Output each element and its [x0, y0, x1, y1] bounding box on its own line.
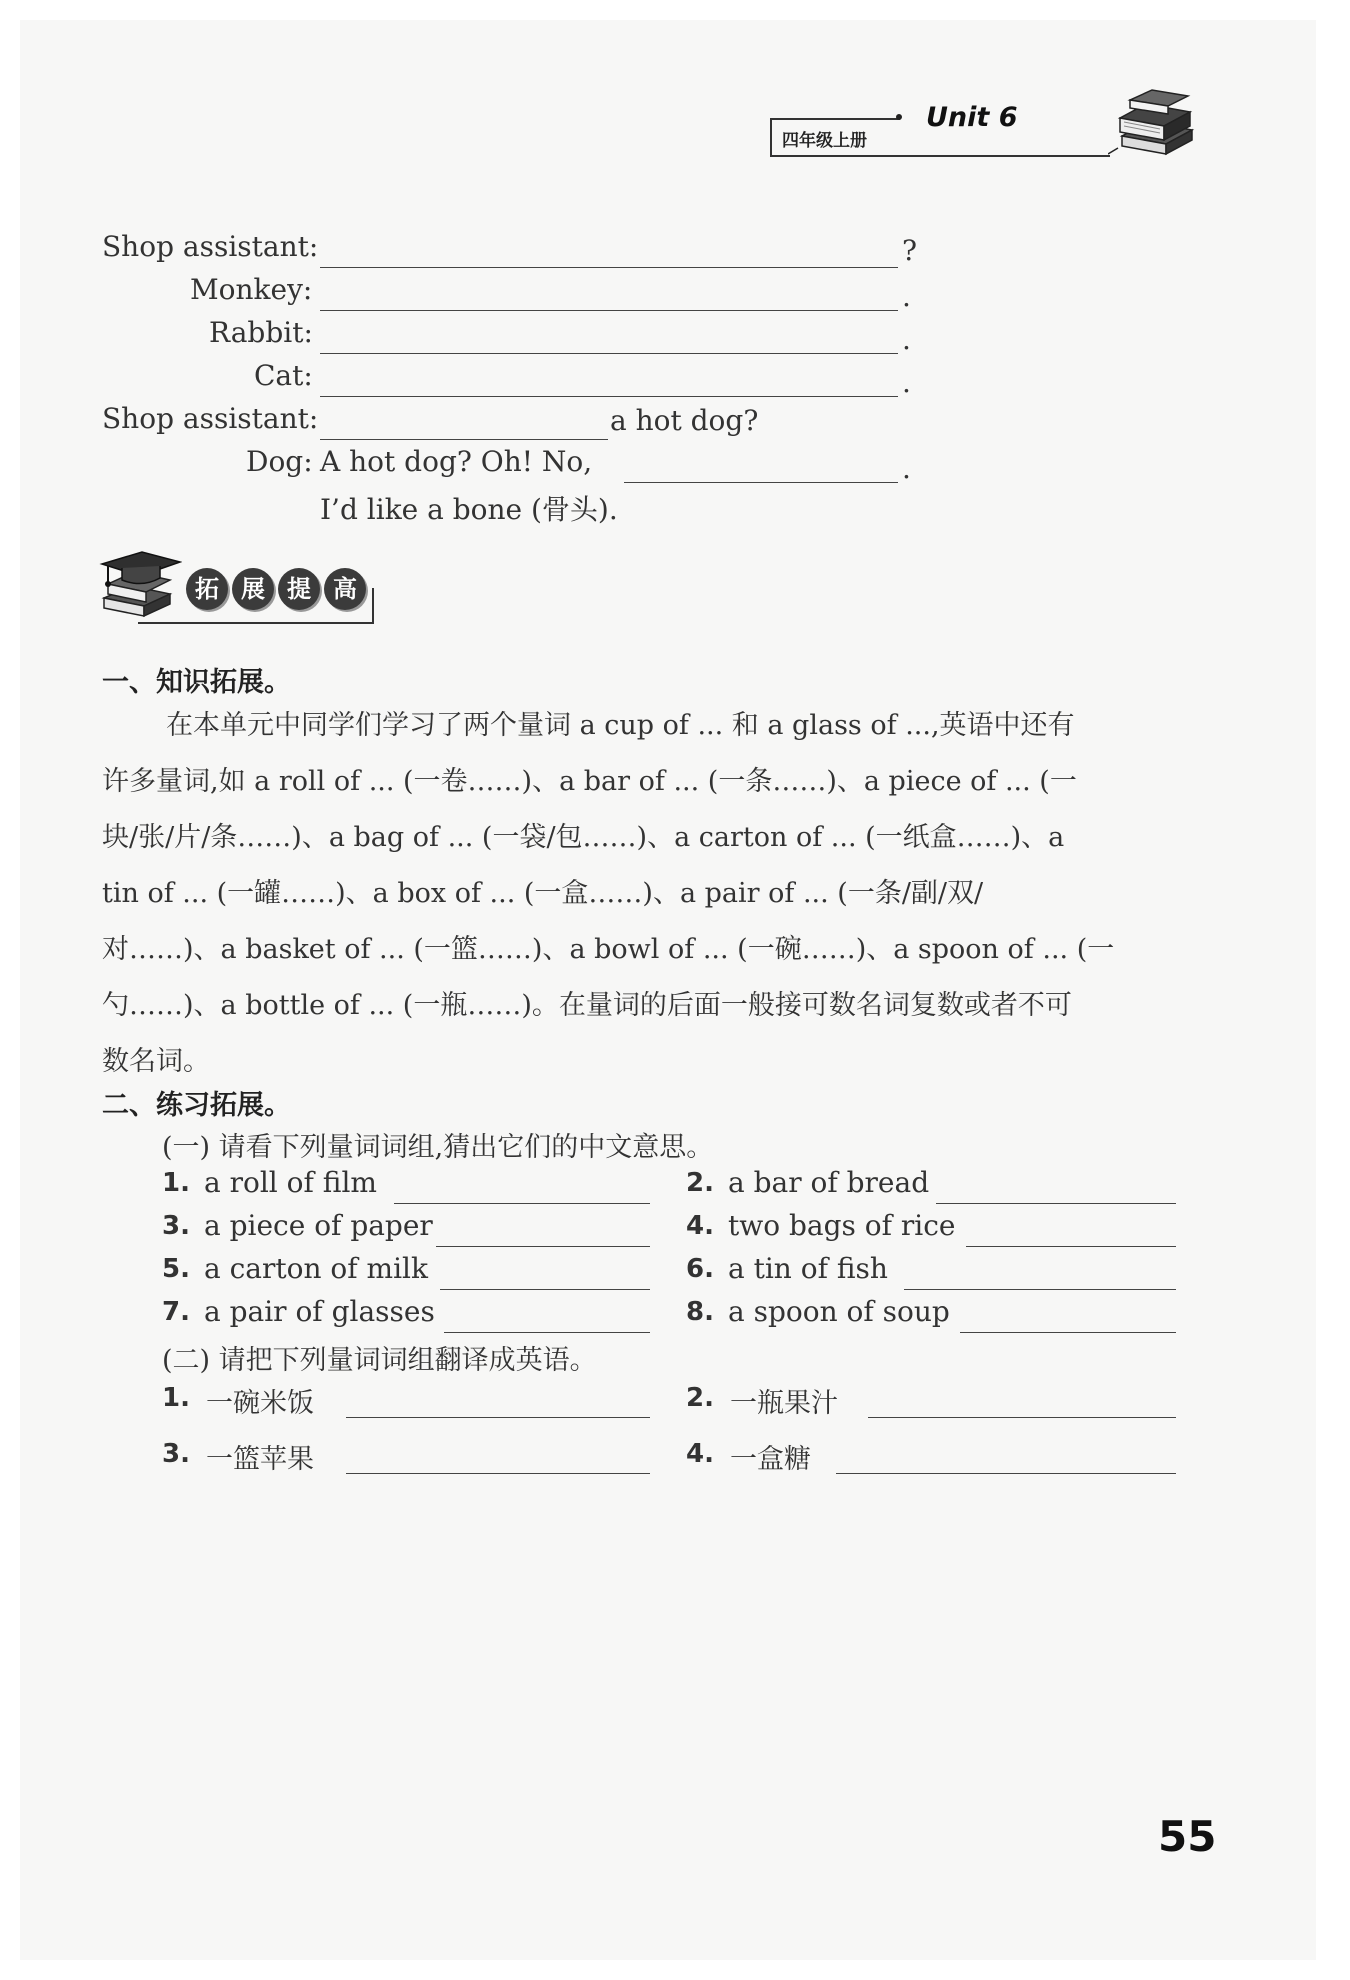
item-text: a carton of milk	[204, 1252, 428, 1285]
banner-char-2: 展	[232, 568, 274, 610]
page-number: 55	[1158, 1812, 1217, 1861]
header-dot	[896, 114, 902, 120]
dialogue-speaker-monkey: Monkey:	[190, 273, 313, 306]
item-number: 2.	[686, 1168, 714, 1198]
section-1-line-5: 对……)、a basket of ... (一篮……)、a bowl of ... (一碗……)、a spoon of ... (一	[102, 934, 1115, 965]
period-rabbit: .	[902, 323, 911, 356]
banner-rule-right	[372, 588, 374, 624]
item-text: 一瓶果汁	[730, 1388, 838, 1419]
banner-char-3: 提	[278, 568, 320, 610]
item-number: 7.	[162, 1297, 190, 1327]
banner-rule-bottom	[138, 622, 374, 624]
dog-line: A hot dog? Oh! No,	[320, 445, 593, 478]
question-mark: ?	[902, 234, 918, 267]
section-1-line-2: 许多量词,如 a roll of ... (一卷……)、a bar of ... (一条……)、a piece of ... (一	[102, 766, 1077, 797]
unit-label: Unit 6	[926, 102, 1018, 133]
item-text: a bar of bread	[728, 1166, 930, 1199]
answer-line-dog[interactable]	[624, 481, 898, 483]
item-text: a tin of fish	[728, 1252, 888, 1285]
answer-line-rabbit[interactable]	[320, 352, 898, 354]
item-text: 一盒糖	[730, 1444, 811, 1475]
answer-line-p1-1[interactable]	[394, 1202, 650, 1204]
item-text: a pair of glasses	[204, 1295, 435, 1328]
header-rule-top	[770, 118, 900, 120]
item-text: 一篮苹果	[206, 1444, 314, 1475]
answer-line-p1-8[interactable]	[960, 1331, 1176, 1333]
item-number: 5.	[162, 1254, 190, 1284]
period-monkey: .	[902, 280, 911, 313]
answer-line-p1-2[interactable]	[936, 1202, 1176, 1204]
answer-line-p1-4[interactable]	[966, 1245, 1176, 1247]
period-cat: .	[902, 366, 911, 399]
section-banner	[98, 548, 378, 628]
hot-dog-question: a hot dog?	[610, 404, 759, 437]
section-2-title: 二、练习拓展。	[102, 1090, 291, 1121]
answer-line-shop-assistant-2[interactable]	[320, 438, 608, 440]
answer-line-p1-3[interactable]	[436, 1245, 650, 1247]
section-1-line-7: 数名词。	[102, 1046, 210, 1077]
part-1-title: (一) 请看下列量词词组,猜出它们的中文意思。	[162, 1132, 714, 1163]
item-number: 2.	[686, 1383, 714, 1413]
answer-line-p2-1[interactable]	[346, 1416, 650, 1418]
bone-line: I’d like a bone (骨头).	[320, 493, 618, 526]
item-number: 1.	[162, 1168, 190, 1198]
item-text: a piece of paper	[204, 1209, 433, 1242]
section-1-line-6: 勺……)、a bottle of ... (一瓶……)。在量词的后面一般接可数名词复数或者不可	[102, 990, 1072, 1021]
item-number: 1.	[162, 1383, 190, 1413]
answer-line-cat[interactable]	[320, 395, 898, 397]
answer-line-p1-5[interactable]	[440, 1288, 650, 1290]
section-1-line-3: 块/张/片/条……)、a bag of ... (一袋/包……)、a carton of ... (一纸盒……)、a	[102, 822, 1065, 853]
answer-line-p2-2[interactable]	[868, 1416, 1176, 1418]
item-number: 3.	[162, 1211, 190, 1241]
dialogue-speaker-rabbit: Rabbit:	[209, 316, 313, 349]
answer-line-monkey[interactable]	[320, 309, 898, 311]
graduation-cap-icon	[98, 548, 182, 624]
item-text: two bags of rice	[728, 1209, 956, 1242]
header-rule-left	[770, 118, 772, 156]
banner-char-1: 拓	[186, 568, 228, 610]
answer-line-p1-6[interactable]	[904, 1288, 1176, 1290]
period-dog: .	[902, 452, 911, 485]
header-rule-bottom	[770, 155, 1110, 157]
dialogue-speaker-shop-assistant-1: Shop assistant:	[102, 230, 319, 263]
item-number: 3.	[162, 1439, 190, 1469]
section-1-line-4: tin of ... (一罐……)、a box of ... (一盒……)、a pair of ... (一条/副/双/	[102, 878, 984, 909]
section-1-line-1: 在本单元中同学们学习了两个量词 a cup of ... 和 a glass of ...,英语中还有	[166, 710, 1075, 741]
banner-char-4: 高	[324, 568, 366, 610]
section-1-title: 一、知识拓展。	[102, 667, 291, 698]
item-text: a spoon of soup	[728, 1295, 950, 1328]
answer-line-p1-7[interactable]	[444, 1331, 650, 1333]
item-text: 一碗米饭	[206, 1388, 314, 1419]
item-number: 4.	[686, 1211, 714, 1241]
answer-line-p2-3[interactable]	[346, 1472, 650, 1474]
dialogue-speaker-dog: Dog:	[246, 445, 313, 478]
answer-line-shop-assistant-1[interactable]	[320, 266, 898, 268]
answer-line-p2-4[interactable]	[836, 1472, 1176, 1474]
item-number: 6.	[686, 1254, 714, 1284]
page-header	[0, 0, 1350, 170]
grade-label: 四年级上册	[782, 131, 867, 151]
dialogue-speaker-cat: Cat:	[254, 359, 313, 392]
item-number: 8.	[686, 1297, 714, 1327]
books-icon	[1108, 88, 1198, 160]
part-2-title: (二) 请把下列量词词组翻译成英语。	[162, 1345, 597, 1376]
dialogue-speaker-shop-assistant-2: Shop assistant:	[102, 402, 319, 435]
item-text: a roll of film	[204, 1166, 377, 1199]
item-number: 4.	[686, 1439, 714, 1469]
